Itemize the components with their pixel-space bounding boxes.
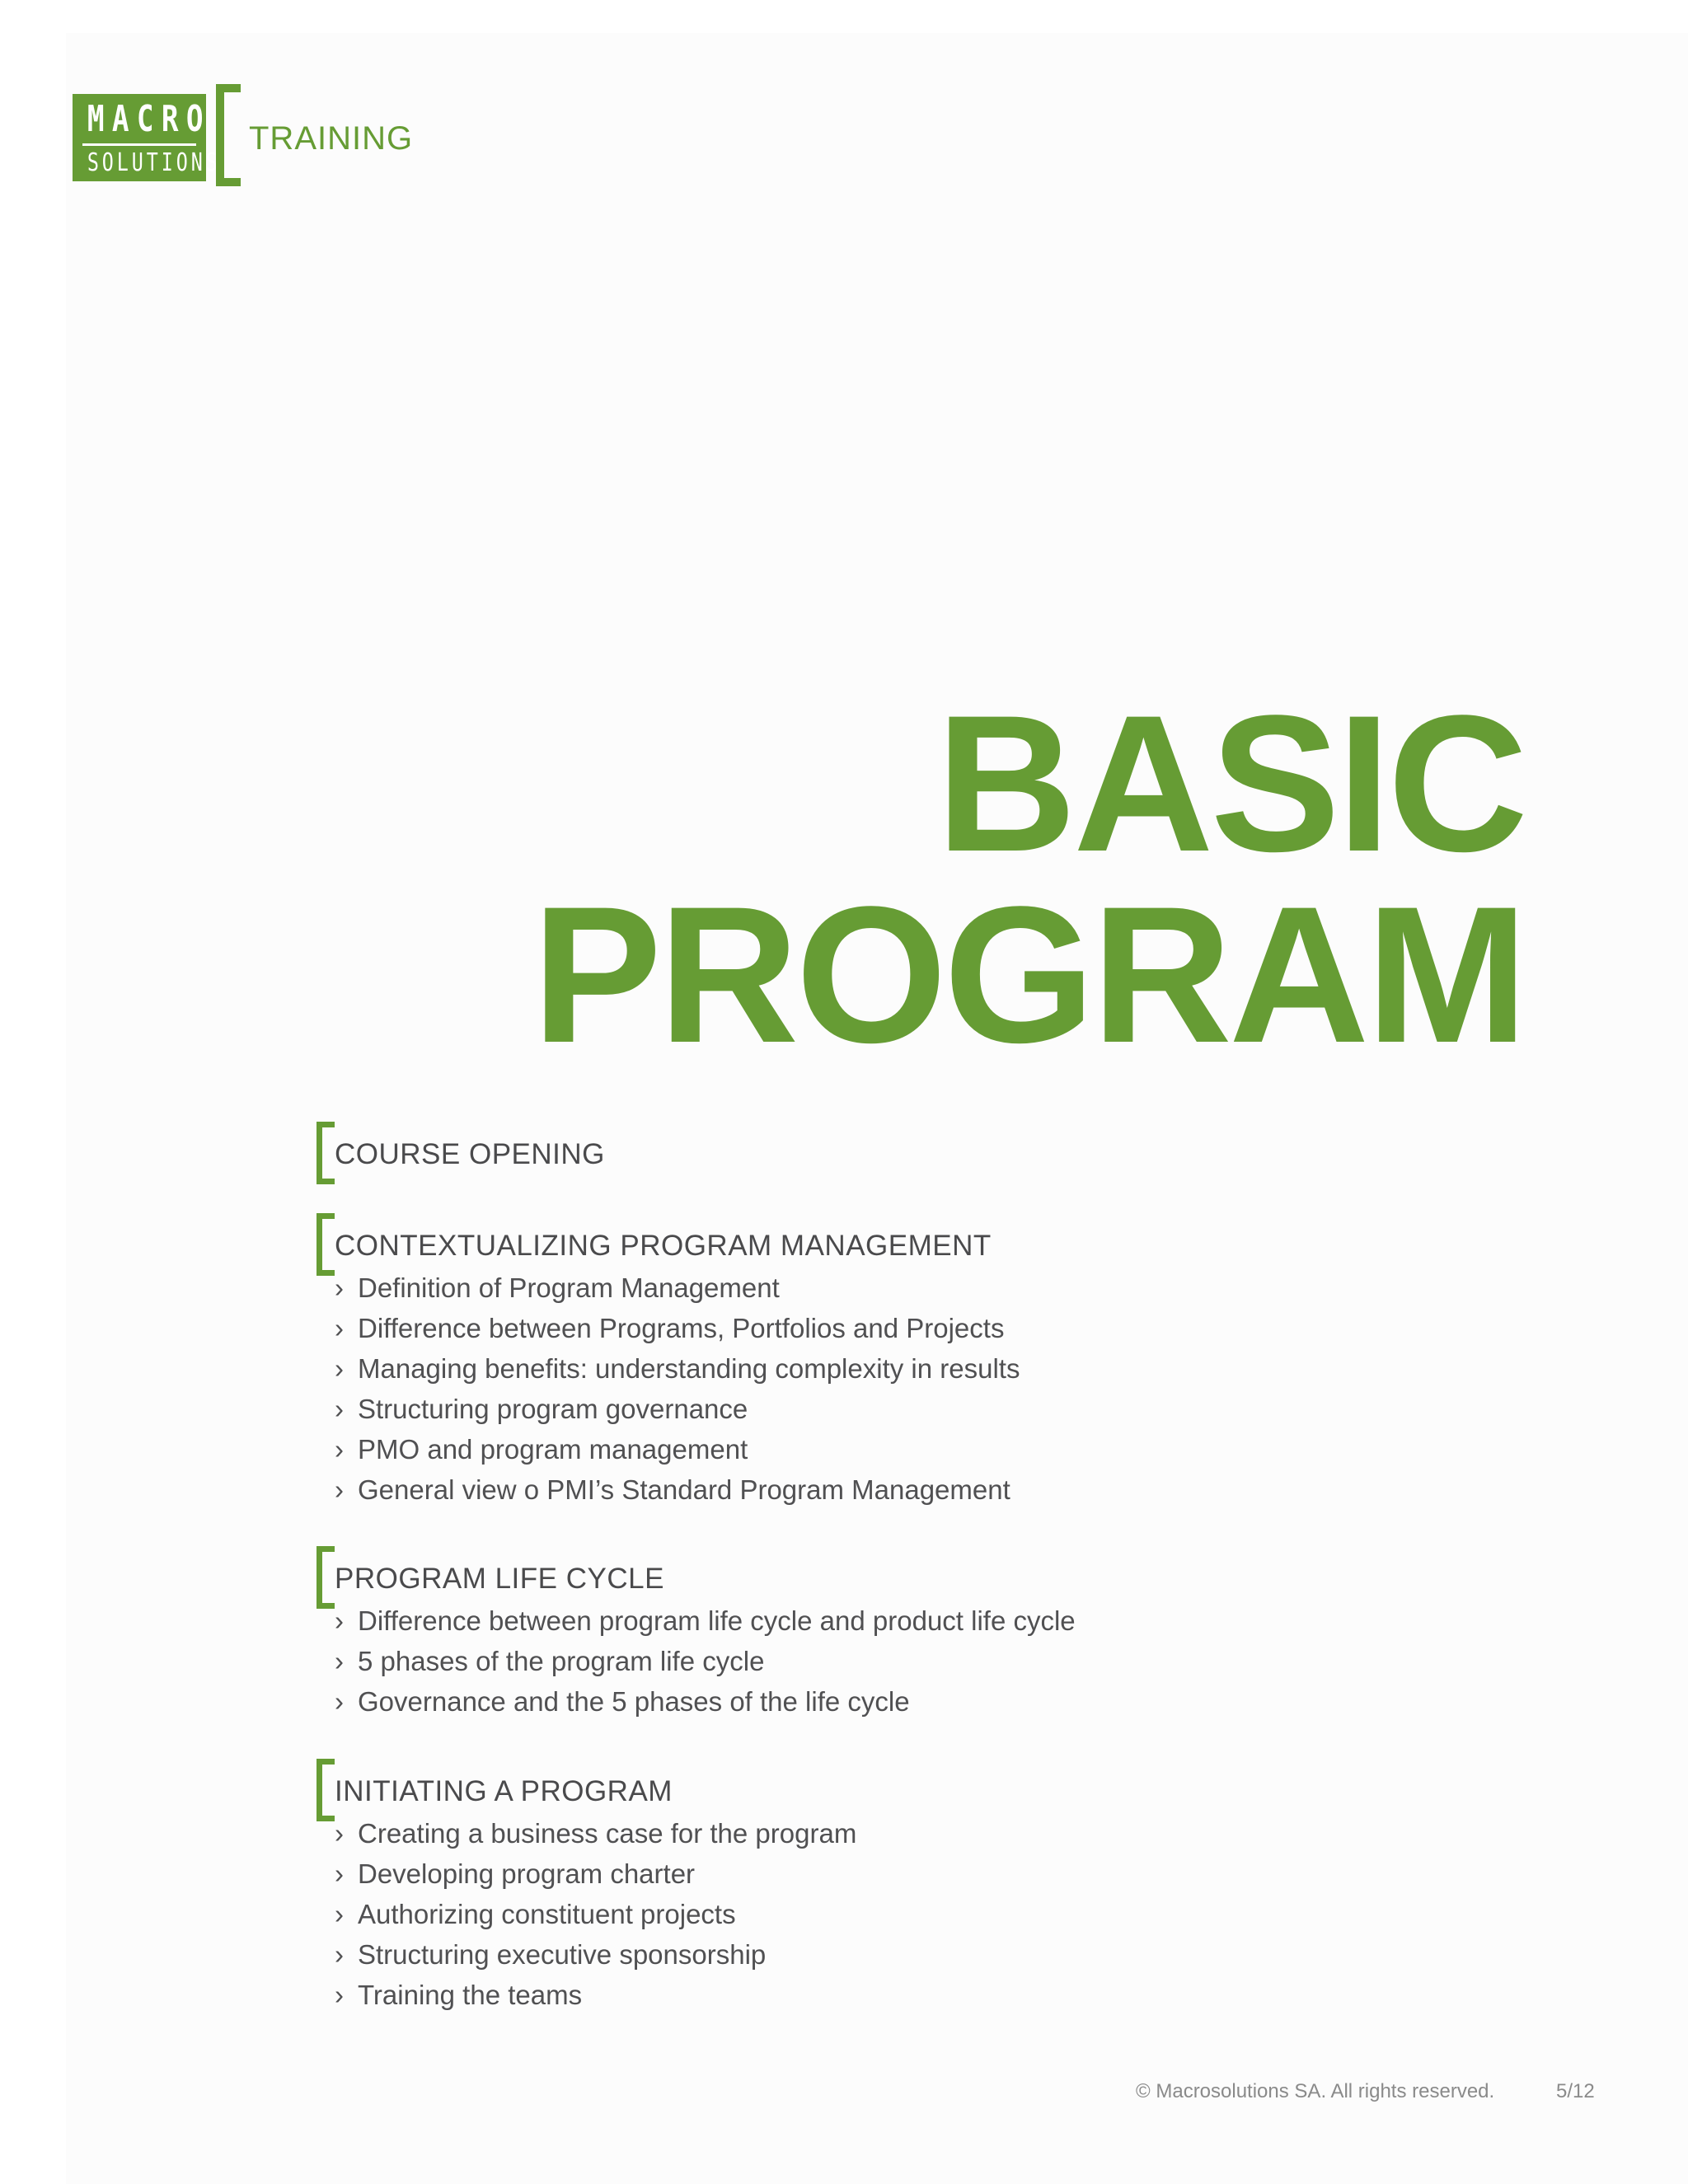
list-item [335, 1641, 1076, 1681]
copyright-notice: © Macrosolutions SA. All rights reserved. [1136, 2080, 1495, 2102]
bracket-icon [316, 1759, 335, 1821]
list-item-text: PMO and program management [358, 1434, 748, 1465]
logo-macro-text: MACRO [87, 98, 211, 140]
chevron-right-icon: › [335, 1858, 344, 1889]
bracket-icon [316, 1546, 335, 1609]
chevron-right-icon: › [335, 1980, 344, 2010]
list-item-text: Structuring program governance [358, 1394, 748, 1424]
bracket-icon [316, 1122, 335, 1184]
list-item [335, 1681, 1076, 1722]
list-item-text: Training the teams [358, 1980, 583, 2010]
list-item-text: Difference between Programs, Portfolios and Projects [358, 1313, 1005, 1343]
list-item-text: Difference between program life cycle and product life cycle [358, 1605, 1076, 1636]
section-heading: PROGRAM LIFE CYCLE [335, 1563, 664, 1595]
section-heading: INITIATING A PROGRAM [335, 1775, 673, 1807]
page-title [532, 675, 1525, 1084]
list-item-text: 5 phases of the program life cycle [358, 1646, 765, 1676]
list-item-text: General view o PMI’s Standard Program Management [358, 1474, 1010, 1505]
macro-solutions-logo [73, 94, 221, 181]
list-item [335, 1813, 856, 1854]
list-item-text: Authorizing constituent projects [358, 1899, 736, 1929]
title-line-2: PROGRAM [532, 866, 1525, 1084]
section-heading: COURSE OPENING [335, 1138, 605, 1170]
chevron-right-icon: › [335, 1394, 344, 1424]
list-item [335, 1429, 1020, 1469]
chevron-right-icon: › [335, 1313, 344, 1343]
list-item [335, 1934, 856, 1975]
title-line-1: BASIC [935, 675, 1525, 893]
topic-list [335, 1813, 856, 2015]
logo-solutions-text: SOLUTIONS [87, 148, 221, 177]
chevron-right-icon: › [335, 1605, 344, 1636]
topic-list [335, 1268, 1020, 1510]
list-item [335, 1308, 1020, 1348]
chevron-right-icon: › [335, 1646, 344, 1676]
list-item [335, 1348, 1020, 1389]
chevron-right-icon: › [335, 1474, 344, 1505]
list-item-text: Managing benefits: understanding complexity in results [358, 1353, 1020, 1384]
list-item [335, 1268, 1020, 1308]
list-item [335, 1894, 856, 1934]
list-item-text: Definition of Program Management [358, 1272, 780, 1303]
list-item [335, 1389, 1020, 1429]
chevron-right-icon: › [335, 1899, 344, 1929]
bracket-icon [216, 84, 241, 186]
bracket-icon [316, 1213, 335, 1276]
list-item [335, 1854, 856, 1894]
chevron-right-icon: › [335, 1272, 344, 1303]
page-number: 5/12 [1556, 2080, 1595, 2102]
chevron-right-icon: › [335, 1686, 344, 1717]
chevron-right-icon: › [335, 1818, 344, 1849]
logo-divider [82, 143, 196, 146]
list-item-text: Developing program charter [358, 1858, 696, 1889]
section-heading: CONTEXTUALIZING PROGRAM MANAGEMENT [335, 1230, 992, 1262]
list-item [335, 1469, 1020, 1510]
list-item [335, 1975, 856, 2015]
list-item-text: Creating a business case for the program [358, 1818, 857, 1849]
list-item-text: Governance and the 5 phases of the life cycle [358, 1686, 910, 1717]
chevron-right-icon: › [335, 1353, 344, 1384]
list-item-text: Structuring executive sponsorship [358, 1939, 767, 1970]
topic-list [335, 1601, 1076, 1722]
training-label: TRAINING [249, 120, 414, 157]
chevron-right-icon: › [335, 1939, 344, 1970]
chevron-right-icon: › [335, 1434, 344, 1465]
page-panel [66, 33, 1688, 2184]
list-item [335, 1601, 1076, 1641]
